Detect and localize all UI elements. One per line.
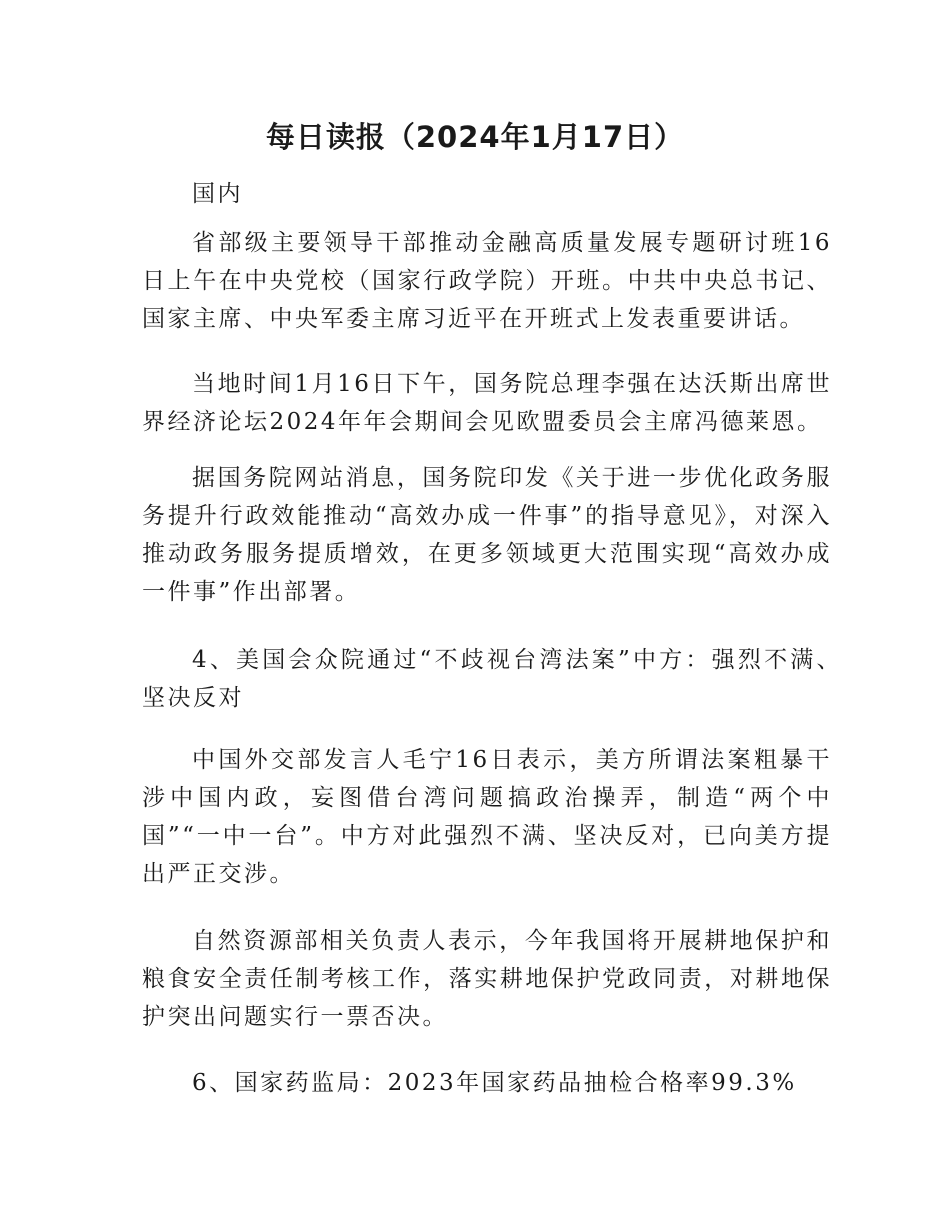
news-headline: 6、国家药监局：2023年国家药品抽检合格率99.3% <box>192 1070 797 1096</box>
news-paragraph: 中国外交部发言人毛宁16日表示，美方所谓法案粗暴干涉中国内政，妄图借台湾问题搞政治操弄，制造“两个中国”“一中一台”。中方对此强烈不满、坚决反对，已向美方提出严正交涉。 <box>142 747 832 887</box>
document-title: 每日读报（2024年1月17日） <box>265 120 685 154</box>
news-paragraph: 自然资源部相关负责人表示，今年我国将开展耕地保护和粮食安全责任制考核工作，落实耕地保护党政同责，对耕地保护突出问题实行一票否决。 <box>142 928 832 1030</box>
news-paragraph: 当地时间1月16日下午，国务院总理李强在达沃斯出席世界经济论坛2024年年会期间会见欧盟委员会主席冯德莱恩。 <box>142 371 832 435</box>
news-paragraph: 据国务院网站消息，国务院印发《关于进一步优化政务服务提升行政效能推动“高效办成一件事”的指导意见》，对深入推动政务服务提质增效，在更多领域更大范围实现“高效办成一件事”作出部署。 <box>142 465 832 605</box>
news-headline: 4、美国会众院通过“不歧视台湾法案”中方：强烈不满、坚决反对 <box>142 647 842 711</box>
news-paragraph: 省部级主要领导干部推动金融高质量发展专题研讨班16日上午在中央党校（国家行政学院）开班。中共中央总书记、国家主席、中央军委主席习近平在开班式上发表重要讲话。 <box>142 230 832 332</box>
section-label: 国内 <box>192 181 243 207</box>
